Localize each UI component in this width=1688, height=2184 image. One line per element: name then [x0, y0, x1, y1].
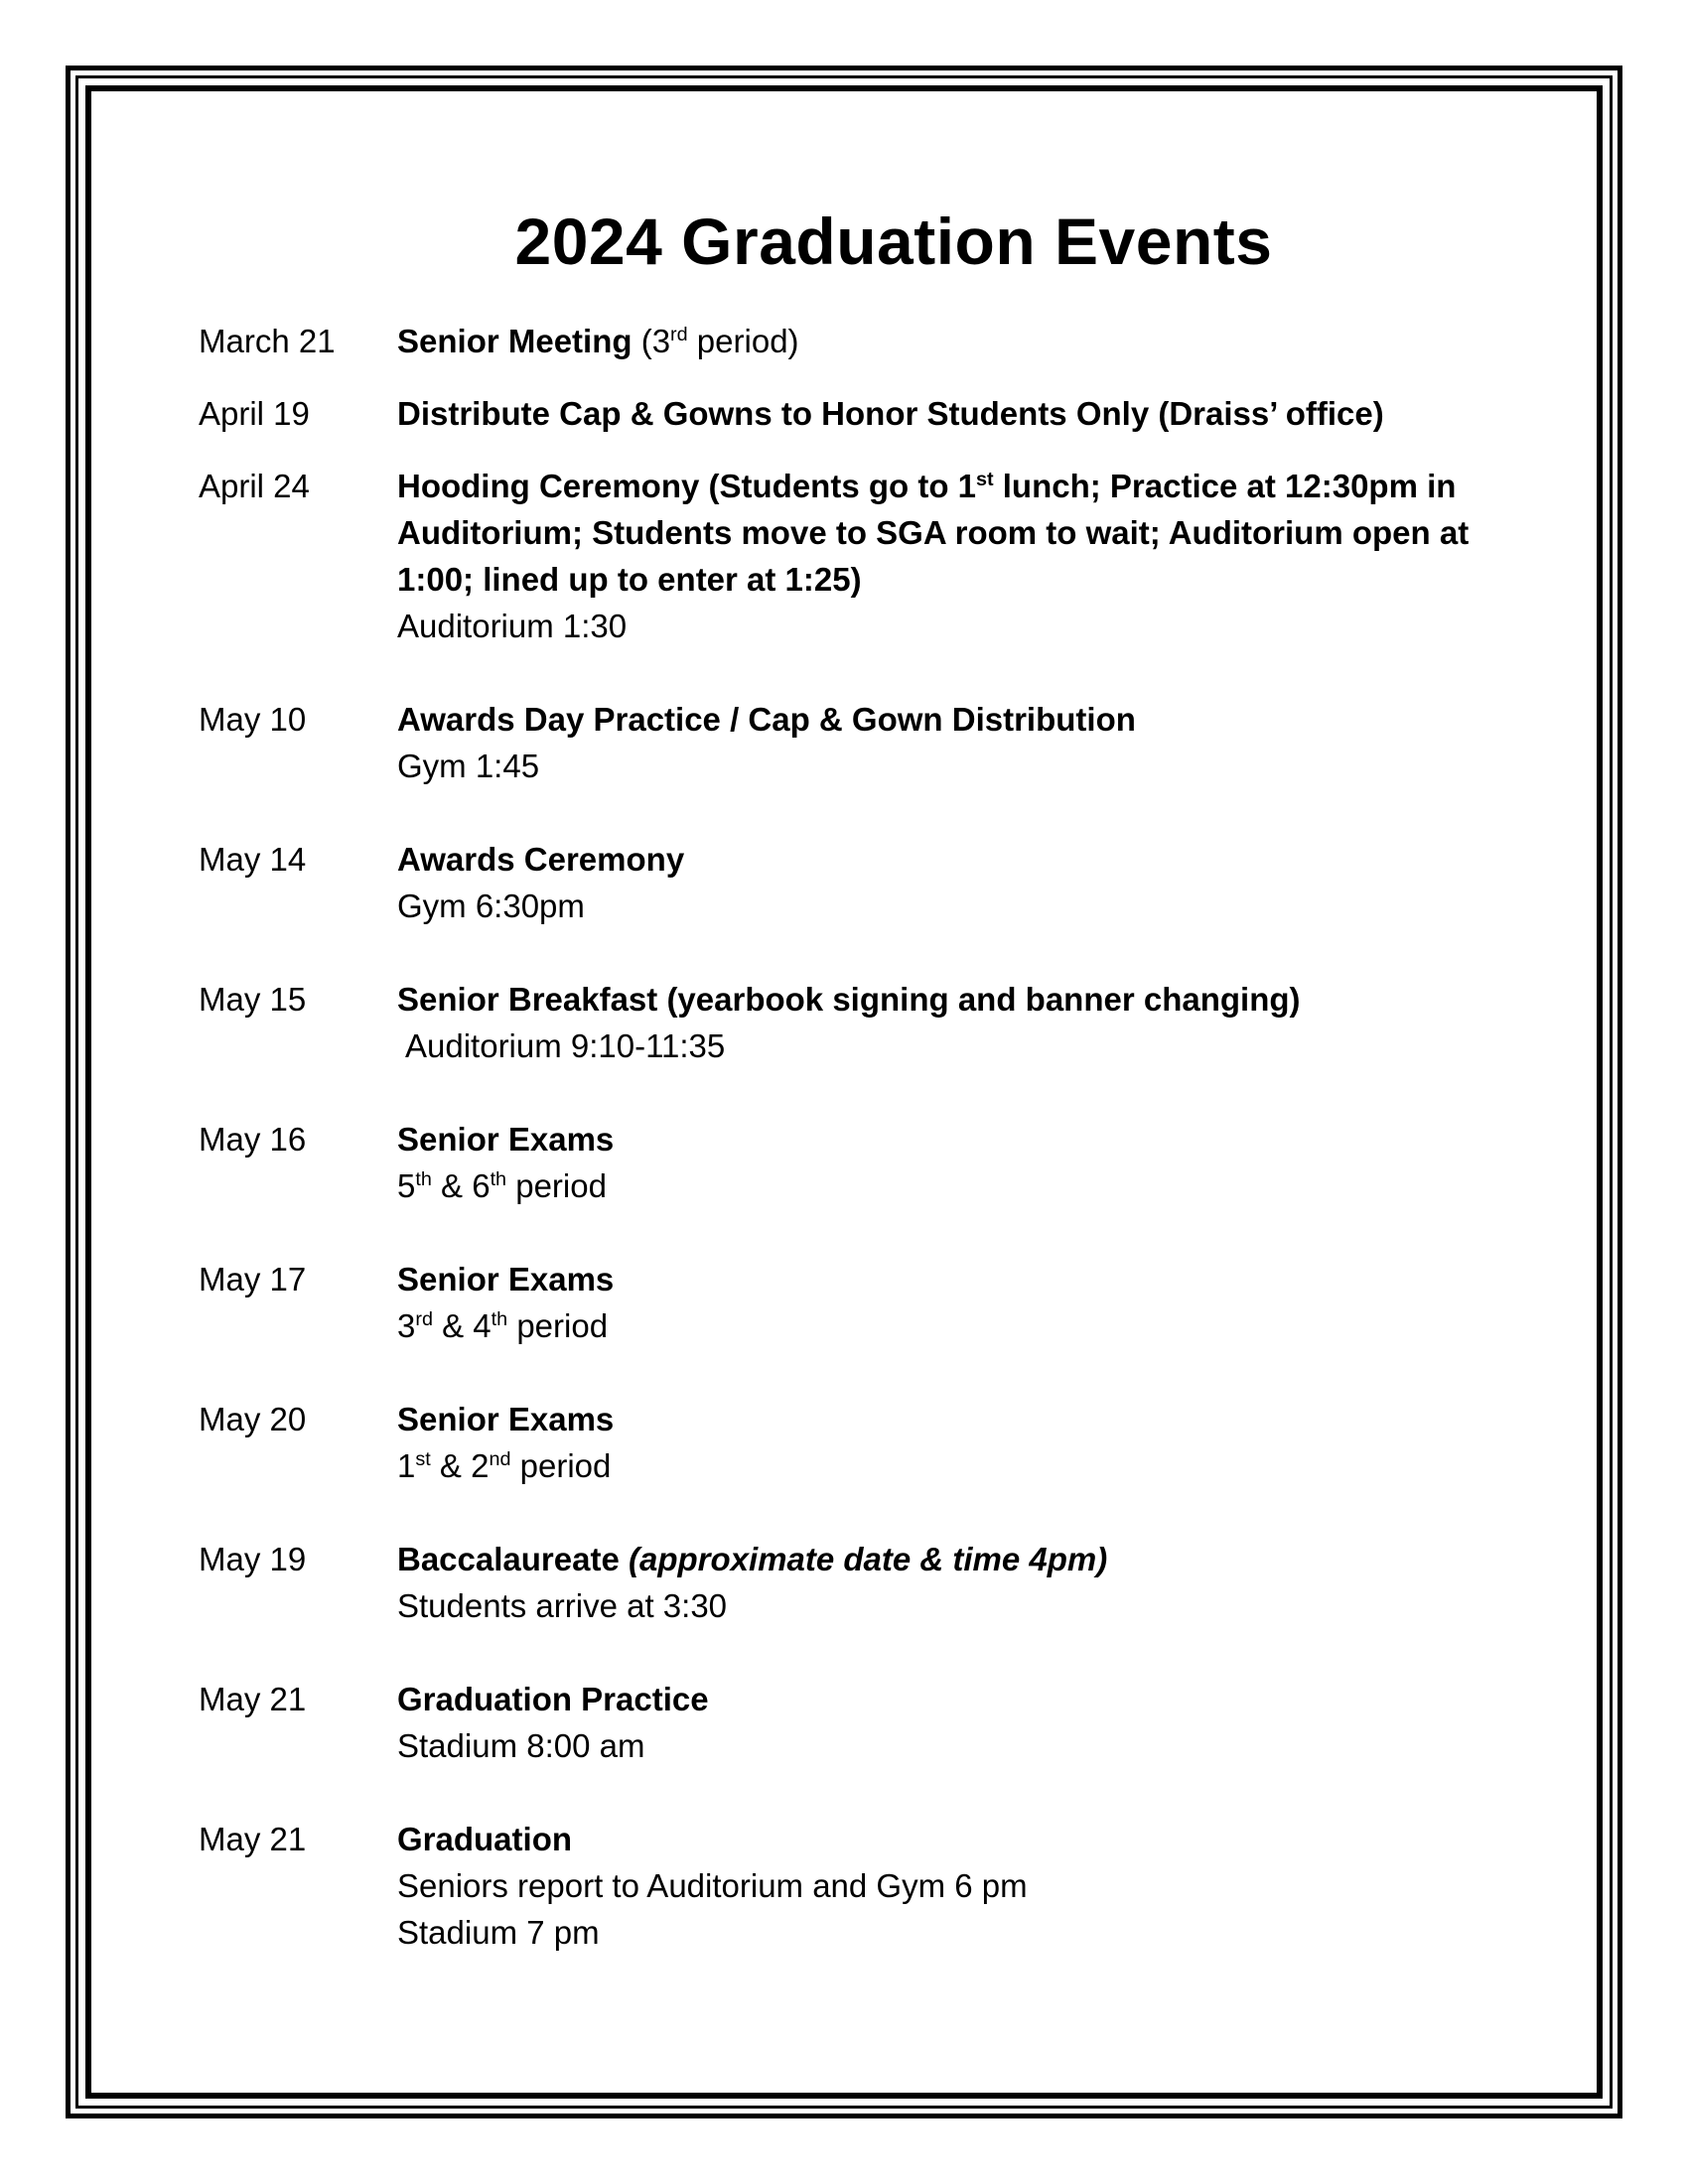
event-date: May 17 [199, 1261, 307, 1297]
event-date: March 21 [199, 323, 336, 359]
event-details [397, 390, 1489, 437]
event-location: Stadium 8:00 am [397, 1727, 645, 1764]
event-date: May 14 [199, 841, 307, 878]
event-headline: Distribute Cap & Gowns to Honor Students Only (Draiss’ office) [397, 395, 1384, 432]
event-details [397, 1396, 1489, 1489]
event-period: 1st & 2nd period [397, 1447, 612, 1484]
event-details [397, 318, 1489, 364]
event-headline: Awards Day Practice / Cap & Gown Distribution [397, 701, 1136, 738]
event-location: Stadium 7 pm [397, 1914, 600, 1951]
event-item [199, 1816, 1489, 1956]
event-item [199, 390, 1489, 437]
event-headline: Senior Meeting (3rd period) [397, 323, 799, 359]
event-date: April 24 [199, 468, 310, 504]
event-item [199, 696, 1489, 789]
event-details [397, 976, 1489, 1069]
event-item [199, 1116, 1489, 1209]
event-details [397, 1256, 1489, 1349]
event-headline: Hooding Ceremony (Students go to 1st lunch; Practice at 12:30pm in Auditorium; Students move to SGA room to wait; Auditorium open at 1:00; lined up to enter at 1:25) [397, 468, 1470, 598]
event-item [199, 1396, 1489, 1489]
events-list [199, 318, 1489, 1956]
event-item [199, 318, 1489, 364]
event-date: May 21 [199, 1821, 307, 1857]
event-headline: Graduation [397, 1821, 573, 1857]
event-date: May 20 [199, 1401, 307, 1437]
event-item [199, 1536, 1489, 1629]
event-date: May 10 [199, 701, 307, 738]
event-details [397, 463, 1489, 649]
event-details [397, 1816, 1489, 1956]
event-date: May 19 [199, 1541, 307, 1577]
event-item [199, 836, 1489, 929]
event-note: (approximate date & time 4pm) [628, 1541, 1108, 1577]
event-date: April 19 [199, 395, 310, 432]
event-headline: Senior Exams [397, 1121, 615, 1158]
event-headline: Baccalaureate (approximate date & time 4pm) [397, 1541, 1108, 1577]
event-location: Auditorium 9:10-11:35 [405, 1027, 726, 1064]
event-details [397, 1116, 1489, 1209]
event-item [199, 1676, 1489, 1769]
event-location: Students arrive at 3:30 [397, 1587, 728, 1624]
event-location: Gym 1:45 [397, 748, 540, 784]
event-details [397, 696, 1489, 789]
event-location: Auditorium 1:30 [397, 608, 628, 644]
event-details [397, 1536, 1489, 1629]
event-location: Gym 6:30pm [397, 887, 585, 924]
event-date: May 16 [199, 1121, 307, 1158]
event-headline: Senior Exams [397, 1401, 615, 1437]
event-headline: Senior Breakfast (yearbook signing and banner changing) [397, 981, 1301, 1018]
event-period: 3rd & 4th period [397, 1307, 609, 1344]
event-item [199, 463, 1489, 649]
event-details [397, 836, 1489, 929]
event-headline: Senior Exams [397, 1261, 615, 1297]
event-item [199, 1256, 1489, 1349]
event-headline: Graduation Practice [397, 1681, 709, 1717]
event-period: 5th & 6th period [397, 1167, 607, 1204]
event-details [397, 1676, 1489, 1769]
page-title: 2024 Graduation Events [514, 205, 1273, 278]
event-date: May 15 [199, 981, 307, 1018]
event-item [199, 976, 1489, 1069]
event-date: May 21 [199, 1681, 307, 1717]
event-headline: Awards Ceremony [397, 841, 685, 878]
event-location: Seniors report to Auditorium and Gym 6 pm [397, 1867, 1028, 1904]
